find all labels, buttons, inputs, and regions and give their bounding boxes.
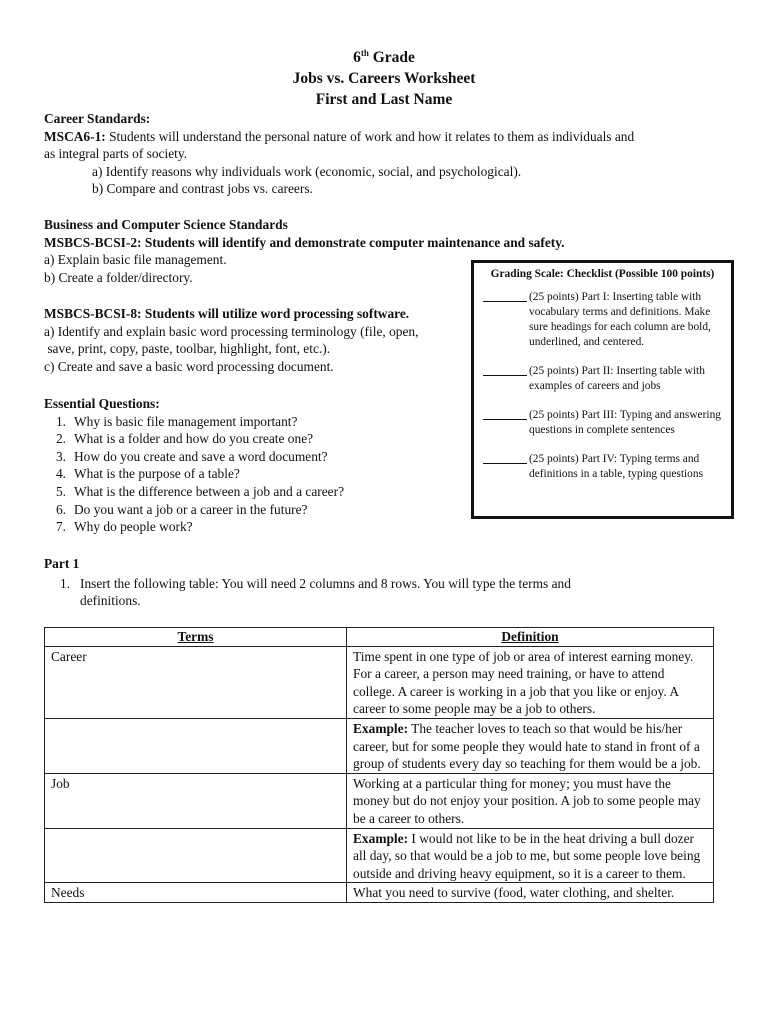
grade-heading (0, 48, 768, 68)
score-blank (483, 452, 527, 464)
term-cell: Needs (45, 883, 347, 903)
bcsi-8-item-a-cont: save, print, copy, paste, toolbar, highlight, font, etc.). (44, 341, 331, 357)
grade-superscript: th (360, 47, 369, 58)
table-header-row (45, 628, 714, 647)
bcs-heading: Business and Computer Science Standards (44, 217, 288, 232)
career-standards-heading: Career Standards: (44, 111, 151, 126)
column-header-terms: Terms (45, 628, 347, 647)
list-item: 7. Why do people work? (55, 519, 193, 535)
bcsi-8-section (44, 305, 474, 375)
part1-instruction: 1. Insert the following table: You will need 2 columns and 8 rows. You will type the terms and definitions. (59, 575, 571, 609)
name-line: First and Last Name (315, 91, 453, 108)
grade-word: Grade (368, 49, 415, 66)
list-item: 2. What is a folder and how do you create one? (55, 431, 314, 447)
bcsi-8-standard: MSBCS-BCSI-8: Students will utilize word processing software. (44, 306, 410, 321)
list-item: 5. What is the difference between a job and a career? (55, 483, 345, 499)
grading-item-part1: (25 points) Part I: Inserting table with vocabulary terms and definitions. Make sure headings for each column are bold, underlined, and centered. (483, 290, 725, 350)
grading-item-part3: (25 points) Part III: Typing and answering questions in complete sentences (483, 408, 725, 438)
essential-questions-section (44, 395, 464, 536)
worksheet-title: Jobs vs. Careers Worksheet (292, 70, 476, 87)
msca-code: MSCA6-1: (44, 128, 106, 144)
list-item: 4. What is the purpose of a table? (55, 466, 240, 482)
grading-item-part4: (25 points) Part IV: Typing terms and definitions in a table, typing questions (483, 452, 725, 482)
bcsi-8-item-a: a) Identify and explain basic word processing terminology (file, open, (44, 323, 419, 339)
score-blank (483, 290, 527, 302)
part1-section (44, 555, 724, 610)
column-header-definition: Definition (347, 628, 714, 647)
part1-heading: Part 1 (44, 556, 80, 571)
table-row (45, 646, 714, 718)
bcsi-2-item-a: a) Explain basic file management. (44, 252, 227, 268)
term-cell (45, 718, 347, 773)
term-cell (45, 828, 347, 883)
msca-standard (44, 128, 724, 146)
list-item: 1. Why is basic file management important? (55, 413, 298, 429)
grading-heading: Grading Scale: Checklist (Possible 100 points) (490, 268, 715, 280)
bcsi-2-standard: MSBCS-BCSI-2: Students will identify and demonstrate computer maintenance and safety. (44, 234, 565, 250)
definition-cell: What you need to survive (food, water clothing, and shelter. (347, 883, 714, 903)
list-item: 3. How do you create and save a word document? (55, 448, 328, 464)
terms-table (44, 627, 714, 903)
bcsi-8-item-c: c) Create and save a basic word processing document. (44, 358, 334, 374)
list-item: 6. Do you want a job or a career in the future? (55, 501, 308, 517)
definition-cell: Example: The teacher loves to teach so that would be his/her career, but for some people they would hate to stand in front of a group of students every day so teaching for them would be a job. (347, 718, 714, 773)
career-standards-section (44, 110, 724, 198)
essential-questions-heading: Essential Questions: (44, 396, 160, 411)
definition-cell: Time spent in one type of job or area of interest earning money. For a career, a person may need training, or have to attend college. A career is working in a job that you like or enjoy. A career to some people may be a job to others. (347, 646, 714, 718)
score-blank (483, 364, 527, 376)
bcsi-2-item-b: b) Create a folder/directory. (44, 269, 193, 285)
table-row (45, 718, 714, 773)
score-blank (483, 408, 527, 420)
table-row (45, 828, 714, 883)
definition-cell: Example: I would not like to be in the heat driving a bull dozer all day, so that would be a job to me, but some people love being outside and driving heavy equipment, so it is a career to them. (347, 828, 714, 883)
term-cell: Job (45, 773, 347, 828)
grading-item-part2: (25 points) Part II: Inserting table with examples of careers and jobs (483, 364, 725, 394)
term-cell: Career (45, 646, 347, 718)
grade-number: 6 (353, 49, 361, 66)
definition-cell: Working at a particular thing for money; you must have the money but do not enjoy your position. A job to some people may be a career to others. (347, 773, 714, 828)
essential-questions-list (44, 413, 464, 536)
msca-item-a: a) Identify reasons why individuals work (economic, social, and psychological). (92, 163, 522, 179)
msca-text: Students will understand the personal nature of work and how it relates to them as individuals and (105, 128, 635, 144)
msca-text-cont: as integral parts of society. (44, 146, 188, 162)
msca-item-b: b) Compare and contrast jobs vs. careers. (92, 181, 313, 197)
table-row (45, 773, 714, 828)
table-row (45, 883, 714, 903)
grading-scale-box (471, 260, 734, 519)
